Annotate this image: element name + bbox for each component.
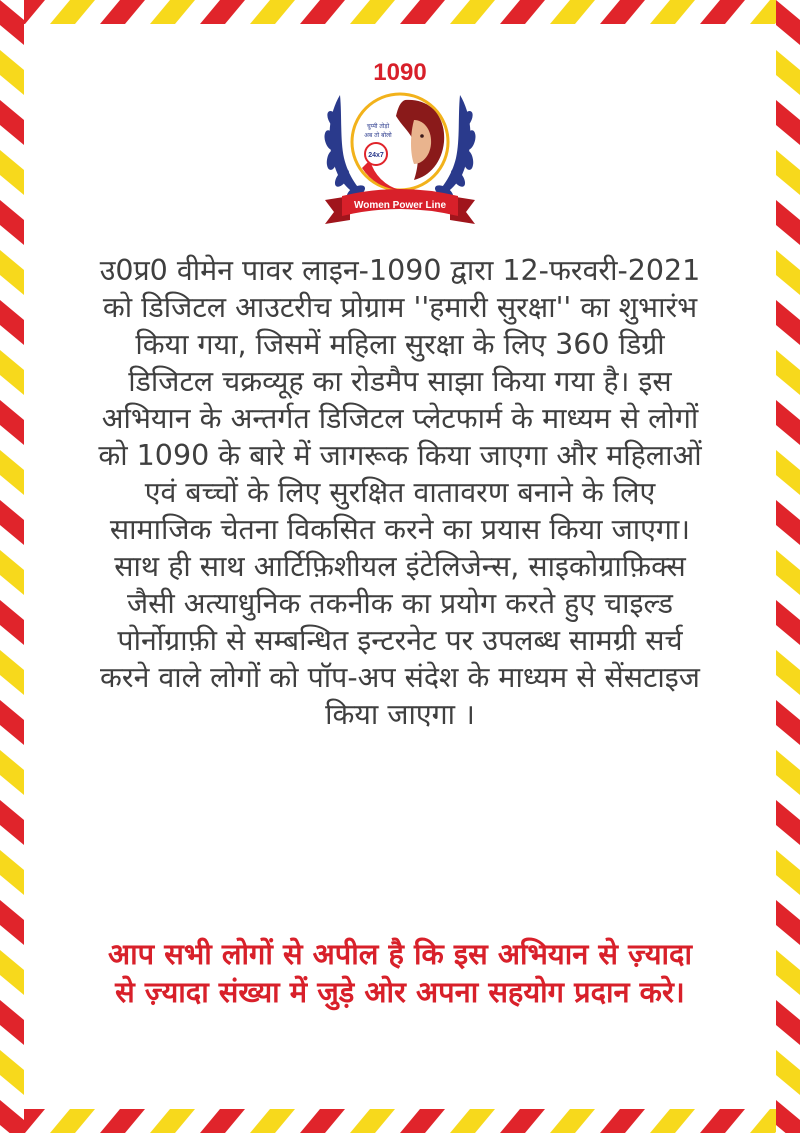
logo-hours: 24x7 <box>368 152 384 159</box>
border-left-stripes <box>0 0 24 1133</box>
border-bottom-stripes <box>0 1109 800 1133</box>
logo-number: 1090 <box>373 59 427 86</box>
logo-banner-text: Women Power Line <box>353 200 447 211</box>
appeal-message: आप सभी लोगों से अपील है कि इस अभियान से ज़्यादा से ज़्यादा संख्या में जुड़े ओर अपना सहयोग प्रदान करे। <box>108 937 692 1009</box>
women-power-line-logo <box>310 50 490 230</box>
announcement-body: उ0प्र0 वीमेन पावर लाइन-1090 द्वारा 12-फरवरी-2021 को डिजिटल आउटरीच प्रोग्राम ''हमारी सुरक्षा'' का शुभारंभ किया गया, जिसमें महिला सुरक्षा के लिए 360 डिग्री डिजिटल चक्रव्यूह का रोडमैप साझा किया गया है। इस अभियान के अन्तर्गत डिजिटल प्लेटफार्म के माध्यम से लोगों को 1090 के बारे में जागरूक किया जाएगा और महिलाओं एवं बच्चों के लिए सुरक्षित वातावरण बनाने के लिए सामाजिक चेतना विकसित करने का प्रयास किया जाएगा। साथ ही साथ आर्टिफ़िशीयल इंटेलिजेन्स, साइकोग्राफ़िक्स जैसी अत्याधुनिक तकनीक का प्रयोग करते हुए चाइल्ड पोर्नोग्राफ़ी से सम्बन्धित इन्टरनेट पर उपलब्ध सामग्री सर्च करने वाले लोगों को पॉप-अप संदेश के माध्यम से सेंसटाइज किया जाएगा । <box>98 254 702 731</box>
border-right <box>776 0 800 1133</box>
border-top <box>0 0 800 24</box>
border-left <box>0 0 24 1133</box>
logo-tagline-1: चुप्पी तोड़ो <box>366 123 390 130</box>
logo-tagline-2: अब तो बोलो <box>364 132 392 139</box>
border-top-stripes <box>0 0 800 24</box>
border-right-stripes <box>776 0 800 1133</box>
border-bottom <box>0 1109 800 1133</box>
